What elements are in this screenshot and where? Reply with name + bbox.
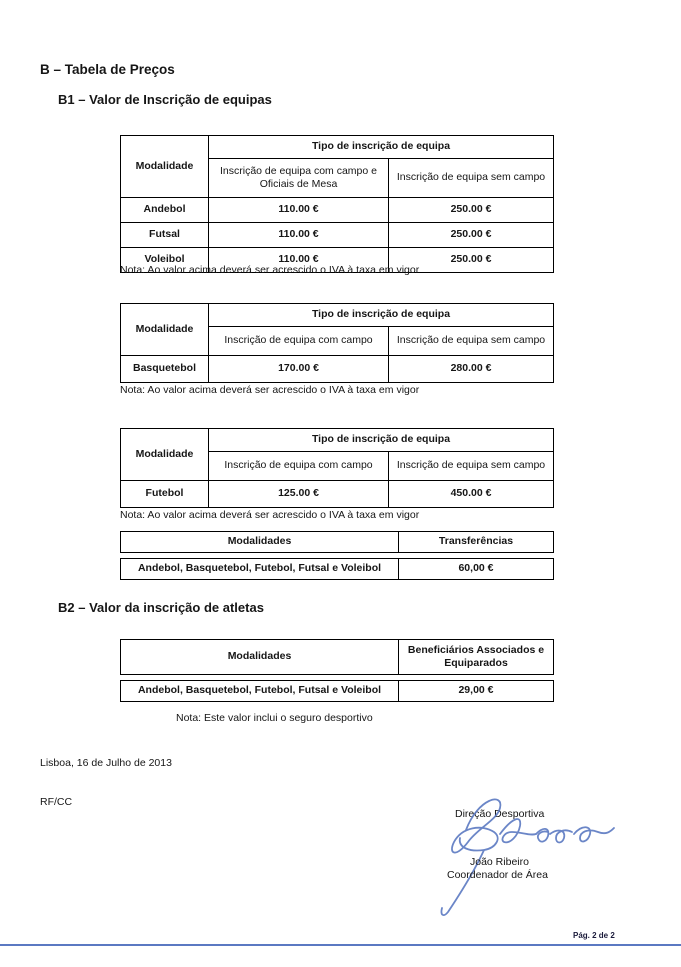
table3-subheader-without-field: Inscrição de equipa sem campo [389, 452, 554, 481]
table1-row2-with-field: 110.00 € [209, 248, 389, 273]
transfers-table-row [120, 558, 554, 580]
reference-initials: RF/CC [40, 796, 73, 808]
athletes-col1-header: Modalidades [121, 640, 399, 675]
signature-name: João Ribeiro [470, 856, 529, 868]
table3-modality-header: Modalidade [121, 429, 209, 481]
table1-row0-modality: Andebol [121, 198, 209, 223]
table1-modality-header: Modalidade [121, 136, 209, 198]
table3-subheader-with-field: Inscrição de equipa com campo [209, 452, 389, 481]
athletes-row-modalities: Andebol, Basquetebol, Futebol, Futsal e Voleibol [121, 681, 399, 702]
price-table-3 [120, 428, 554, 508]
price-table-2 [120, 303, 554, 383]
table3-row0-without-field: 450.00 € [389, 481, 554, 508]
athletes-row-value: 29,00 € [399, 681, 554, 702]
signature-role: Coordenador de Área [447, 869, 548, 881]
table3-row0-with-field: 125.00 € [209, 481, 389, 508]
section-heading-b: B – Tabela de Preços [40, 62, 175, 77]
table1-subheader-with-field: Inscrição de equipa com campo e Oficiais de Mesa [209, 159, 389, 198]
iva-note-3: Nota: Ao valor acima deverá ser acrescido o IVA à taxa em vigor [120, 509, 420, 521]
footer-rule-line [0, 944, 681, 946]
price-table-1 [120, 135, 554, 273]
table1-row1-with-field: 110.00 € [209, 223, 389, 248]
section-heading-b1: B1 – Valor de Inscrição de equipas [58, 92, 272, 107]
table2-subheader-with-field: Inscrição de equipa com campo [209, 327, 389, 356]
transfers-table-header [120, 531, 554, 553]
table2-row0-with-field: 170.00 € [209, 356, 389, 383]
table2-row0-modality: Basquetebol [121, 356, 209, 383]
transfers-row-modalities: Andebol, Basquetebol, Futebol, Futsal e Voleibol [121, 559, 399, 580]
table1-row0-without-field: 250.00 € [389, 198, 554, 223]
table1-row2-modality: Voleibol [121, 248, 209, 273]
athletes-table-header [120, 639, 554, 675]
date-line: Lisboa, 16 de Julho de 2013 [40, 757, 172, 769]
table-row [121, 198, 554, 223]
table1-row1-modality: Futsal [121, 223, 209, 248]
table-row [121, 223, 554, 248]
table-row [121, 481, 554, 508]
insurance-note: Nota: Este valor inclui o seguro desportivo [176, 712, 373, 724]
athletes-table-row [120, 680, 554, 702]
transfers-row-value: 60,00 € [399, 559, 554, 580]
table3-row0-modality: Futebol [121, 481, 209, 508]
page-number: Pág. 2 de 2 [573, 931, 615, 940]
table1-row0-with-field: 110.00 € [209, 198, 389, 223]
athletes-col2-header: Beneficiários Associados e Equiparados [399, 640, 554, 675]
table2-subheader-without-field: Inscrição de equipa sem campo [389, 327, 554, 356]
table2-modality-header: Modalidade [121, 304, 209, 356]
signature-department: Direção Desportiva [455, 808, 545, 820]
transfers-col2-header: Transferências [399, 532, 554, 553]
table1-row1-without-field: 250.00 € [389, 223, 554, 248]
iva-note-2: Nota: Ao valor acima deverá ser acrescido o IVA à taxa em vigor [120, 384, 420, 396]
section-heading-b2: B2 – Valor da inscrição de atletas [58, 600, 264, 615]
table1-group-header: Tipo de inscrição de equipa [209, 136, 554, 159]
table1-subheader-without-field: Inscrição de equipa sem campo [389, 159, 554, 198]
table-row [121, 356, 554, 383]
transfers-col1-header: Modalidades [121, 532, 399, 553]
table-row [121, 681, 554, 702]
table2-row0-without-field: 280.00 € [389, 356, 554, 383]
iva-note-1: Nota: Ao valor acima deverá ser acrescido o IVA à taxa em vigor [120, 264, 420, 276]
table-row [121, 559, 554, 580]
table3-group-header: Tipo de inscrição de equipa [209, 429, 554, 452]
table2-group-header: Tipo de inscrição de equipa [209, 304, 554, 327]
table1-row2-without-field: 250.00 € [389, 248, 554, 273]
